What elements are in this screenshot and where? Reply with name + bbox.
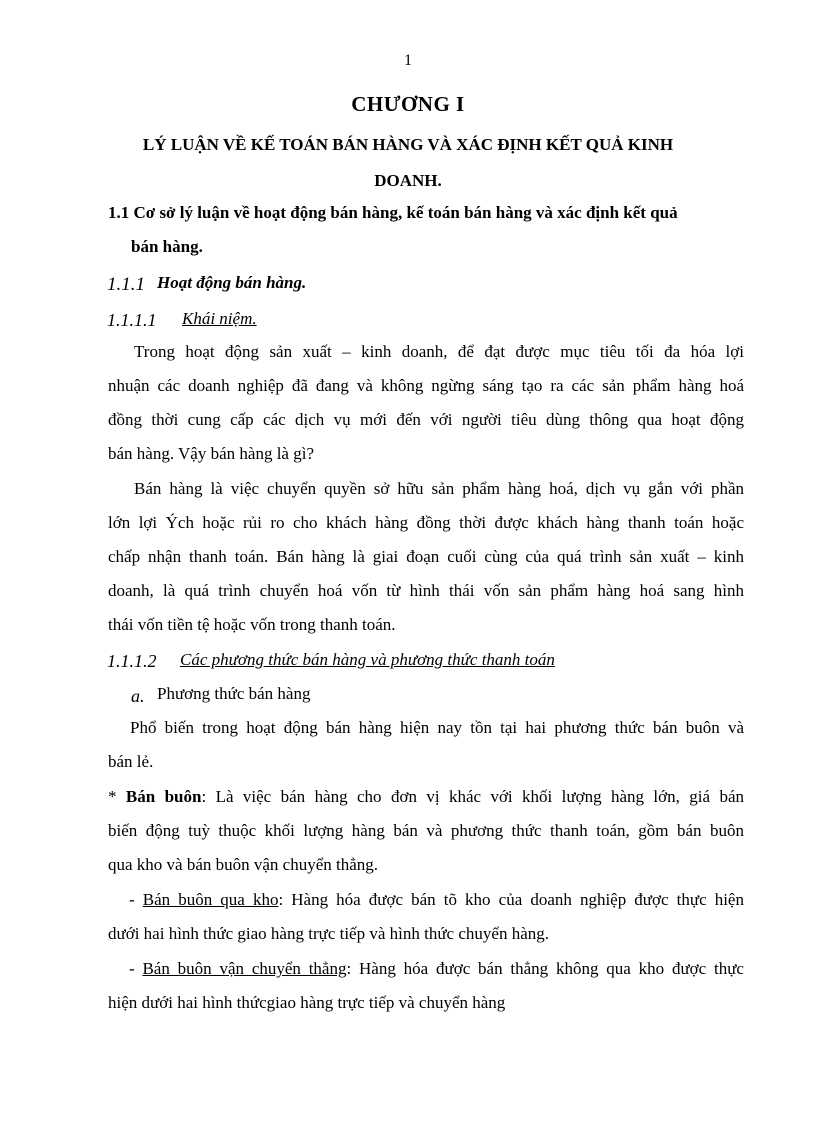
ban-buon-van-chuyen-prefix: -: [129, 959, 143, 978]
ban-buon-term: Bán buôn: [125, 787, 202, 806]
paragraph-2-line: thái vốn tiền tệ hoặc vốn trong thanh toán.: [108, 615, 396, 634]
ban-buon-qua-kho-line2: dưới hai hình thức giao hàng trực tiếp và hình thức chuyển hàng.: [108, 924, 549, 943]
paragraph-2-line: chấp nhận thanh toán. Bán hàng là giai đoạn cuối cùng của quá trình sản xuất – kinh: [108, 547, 744, 566]
paragraph-1-line: Trong hoạt động sản xuất – kinh doanh, để đạt được mục tiêu tối đa hóa lợi: [134, 342, 744, 361]
section-1-1-1-number: 1.1.1: [107, 274, 145, 295]
ban-buon-line1: [108, 787, 744, 807]
ban-buon-line3: qua kho và bán buôn vận chuyển thẳng.: [108, 855, 379, 874]
ban-buon-qua-kho-definition: : Hàng hóa được bán tõ kho của doanh nghiệp được thực hiện: [278, 890, 744, 909]
ban-buon-van-chuyen-term: Bán buôn vận chuyển thẳng: [142, 959, 347, 978]
paragraph-1-line: bán hàng. Vậy bán hàng là gì?: [108, 444, 314, 463]
ban-buon-line2: biến động tuỳ thuộc khối lượng hàng bán và phương thức thanh toán, gồm bán buôn: [108, 821, 744, 840]
ban-buon-prefix: *: [108, 787, 126, 806]
ban-buon-van-chuyen-definition: : Hàng hóa được bán thẳng không qua kho được thực: [346, 959, 744, 978]
paragraph-1-line: nhuận các doanh nghiệp đã đang và không ngừng sáng tạo ra các sản phẩm hàng hoá: [108, 376, 744, 395]
ban-buon-van-chuyen-line1: [129, 959, 744, 979]
page-number: 1: [404, 52, 412, 69]
paragraph-1-line: đồng thời cung cấp các dịch vụ mới đến với người tiêu dùng thông qua hoạt động: [108, 410, 744, 429]
paragraph-3-line: Phổ biến trong hoạt động bán hàng hiện nay tồn tại hai phương thức bán buôn và: [130, 718, 744, 737]
item-a-label: a.: [131, 686, 145, 706]
section-1-1-1-1-number: 1.1.1.1: [107, 310, 157, 330]
paragraph-2-line: lớn lợi Ých hoặc rủi ro cho khách hàng đồng thời được khách hàng thanh toán hoặc: [108, 513, 744, 532]
section-1-1-heading-line1: 1.1 Cơ sở lý luận về hoạt động bán hàng, kế toán bán hàng và xác định kết quả: [108, 203, 678, 222]
ban-buon-van-chuyen-line2: hiện dưới hai hình thứcgiao hàng trực tiếp và chuyển hàng: [108, 993, 506, 1012]
chapter-heading: CHƯƠNG I: [351, 92, 465, 116]
chapter-title-line1: LÝ LUẬN VỀ KẾ TOÁN BÁN HÀNG VÀ XÁC ĐỊNH KẾT QUẢ KINH: [142, 135, 674, 154]
paragraph-3-line: bán lẻ.: [108, 752, 154, 771]
item-a-text: Phương thức bán hàng: [157, 684, 311, 703]
section-1-1-1-1-title: Khái niệm.: [182, 309, 257, 328]
section-1-1-1-2-number: 1.1.1.2: [107, 651, 157, 671]
paragraph-2-line: doanh, là quá trình chuyển hoá vốn từ hình thái vốn sản phẩm hàng hoá sang hình: [108, 581, 744, 600]
ban-buon-qua-kho-prefix: -: [129, 890, 143, 909]
section-1-1-1-title: Hoạt động bán hàng.: [157, 273, 307, 292]
ban-buon-definition: : Là việc bán hàng cho đơn vị khác với khối lượng hàng lớn, giá bán: [201, 787, 745, 806]
ban-buon-qua-kho-term: Bán buôn qua kho: [142, 890, 279, 909]
section-1-1-heading-line2: bán hàng.: [131, 237, 203, 256]
paragraph-2-line: Bán hàng là việc chuyển quyền sở hữu sản phẩm hàng hoá, dịch vụ gắn với phần: [134, 479, 744, 498]
section-1-1-1-2-title: Các phương thức bán hàng và phương thức thanh toán: [180, 650, 555, 669]
ban-buon-qua-kho-line1: [129, 890, 744, 910]
chapter-title-line2: DOANH.: [374, 171, 442, 190]
